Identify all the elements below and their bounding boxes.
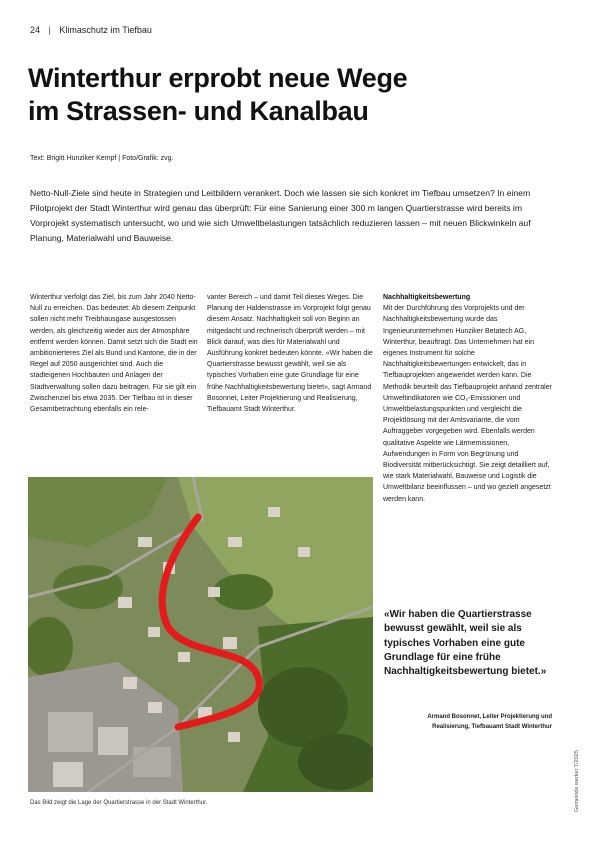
body-column-2: vanter Bereich – und damit Teil dieses Weges. Die Planung der Haldenstrasse im Vorprojekt folgt genau diesem Ansatz. Nachhaltigkeit soll von Beginn an mitgedacht und rechnerisch überprüft werden – mit Blick darauf, was dies für Materialwahl und Ausführung konkret bedeuten könnte. «Wir haben die Quartierstrasse bewusst gewählt, weil sie als typisches Vorhaben eine gute Grundlage für eine frühe Nachhaltigkeitsbewertung bietet», sagt Armand Bosonnet, Leiter Projektierung und Realisierung, Tiefbauamt Stadt Winterthur.: [207, 294, 373, 414]
aerial-photo: [28, 477, 373, 792]
photo-caption: Das Bild zeigt die Lage der Quartierstrasse in der Stadt Winterthur.: [30, 800, 208, 806]
section-subheading: Nachhaltigkeitsbewertung: [383, 294, 471, 301]
page-header: [30, 25, 152, 35]
title-line-2: im Strassen- und Kanalbau: [28, 96, 369, 126]
quote-attribution: [384, 712, 552, 732]
body-column-3: [383, 292, 553, 505]
body-column-3-text: Mit der Durchführung des Vorprojekts und der Nachhaltigkeitsbewertung wurde das Ingenieurunternehmen Hunziker Betatech AG, Winterthur, beauftragt. Das Unternehmen hat ein eigenes Instrument für solche Nachhaltigkeitsbewertungen entwickelt, das in Tiefbauprojekten angewendet werden kann. Die Methodik beurteilt das Tiefbauprojekt anhand zentraler Umweltindikatoren wie CO₂-Emissionen und Umweltbelastungspunkten und vergleicht die Projektlösung mit der Amtsvariante, die vom Auftraggeber vorgegeben wird. Ebenfalls werden qualitative Aspekte wie Lärmemissionen, Aufwendungen in Form von Begrünung und Biodiversität mitberücksichtigt. Sie zeigt detailliert auf, wie stark Materialwahl, Bauweise und Logistik die Umweltbilanz beeinflussen – und wo gezielt angesetzt werden kann.: [383, 305, 552, 503]
section-name: Klimaschutz im Tiefbau: [59, 25, 152, 35]
lead-paragraph: Netto-Null-Ziele sind heute in Strategien und Leitbildern verankert. Doch wie lassen sie sich konkret im Tiefbau umsetzen? In einem Pilotprojekt der Stadt Winterthur wird genau das überprüft: Für eine Sanierung einer 300 m langen Quartierstrasse wird bereits im Vorprojekt systematisch untersucht, wo und wie sich Umweltbelastungen tatsächlich reduzieren lassen – mit neuen Blickwinkeln auf Planung, Materialwahl und Bauweise.: [30, 188, 531, 243]
attribution-line-1: Armand Bosonnet, Leiter Projektierung und: [427, 714, 552, 720]
header-separator: |: [48, 25, 51, 35]
body-column-1: Winterthur verfolgt das Ziel, bis zum Jahr 2040 Netto-Null zu erreichen. Das bedeutet: Ab diesem Zeitpunkt sollen nicht mehr Treibhausgase ausgestossen werden, als gleichzeitig wieder aus der Atmosphäre entfernt werden können. Damit setzt sich die Stadt ein ambitionierteres Ziel als Bund und Kantone, die in der Regel auf 2050 ausgerichtet sind. Auch die stadteigenen Hochbauten und Anlagen der Stadtverwaltung sollen dazu beitragen. Für sie gilt ein Zwischenziel bis etwa 2035. Der Tiefbau ist in dieser Gesamtbetrachtung ebenfalls ein rele-: [30, 294, 198, 414]
aerial-map-illustration: [28, 477, 373, 792]
page-number: 24: [30, 25, 41, 35]
title-line-1: Winterthur erprobt neue Wege: [28, 63, 408, 93]
byline: Text: Brigitt Hunziker Kempf | Foto/Grafik: zvg.: [30, 155, 174, 162]
attribution-line-2: Realisierung, Tiefbauamt Stadt Winterthur: [432, 724, 552, 730]
magazine-reference: Gemeinde werker 7/2025: [574, 750, 580, 812]
pull-quote: «Wir haben die Quartierstrasse bewusst gewählt, weil sie als typisches Vorhaben eine gute Grundlage für eine frühe Nachhaltigkeitsbewertung bietet.»: [384, 609, 547, 678]
article-title: [28, 62, 548, 128]
